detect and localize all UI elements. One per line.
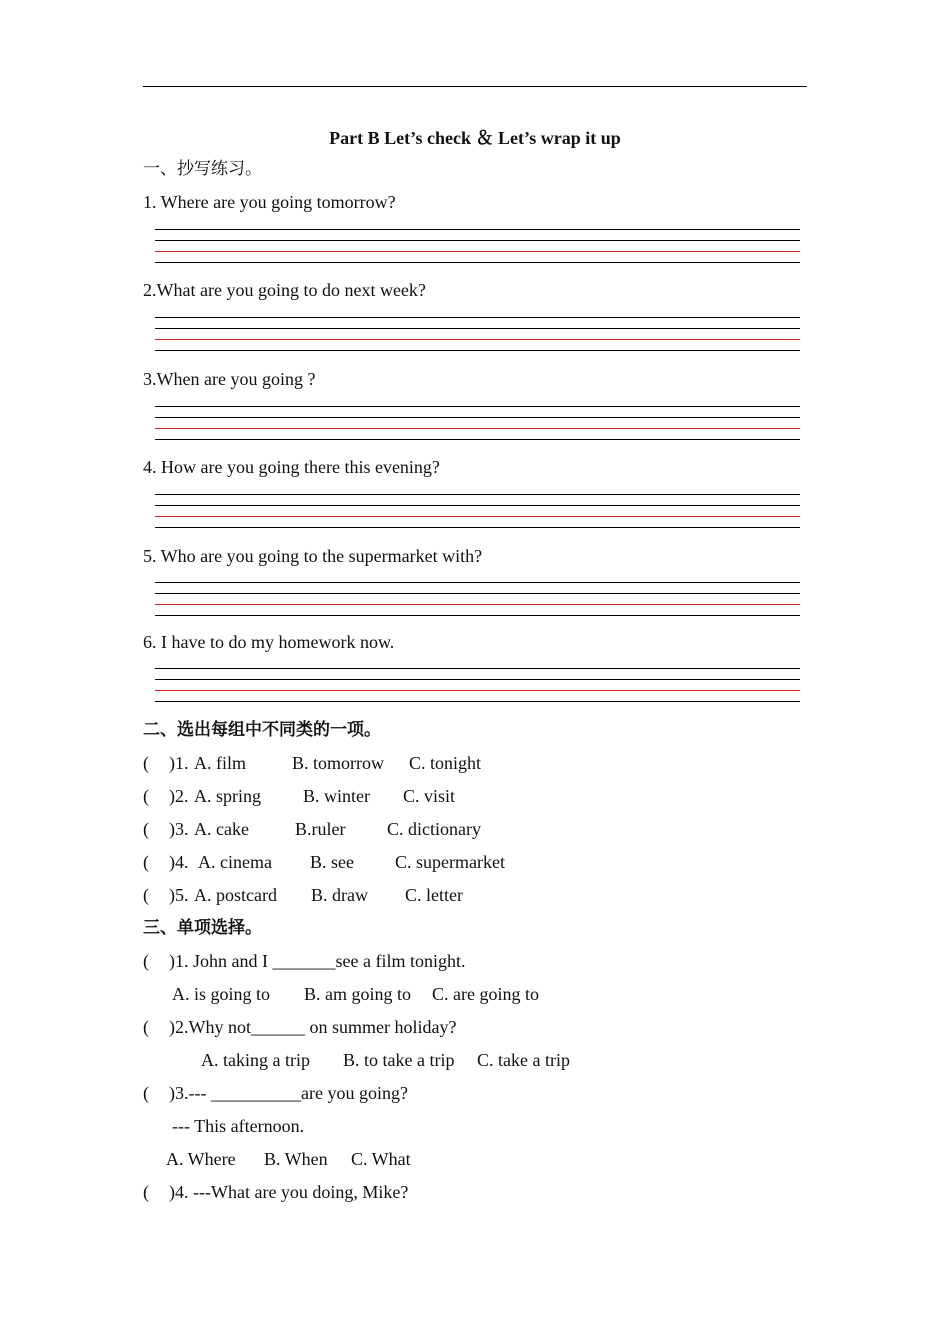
answer-paren[interactable]: ( [143,819,149,839]
option-a: A. taking a trip [201,1050,310,1070]
option-b: B. to take a trip [343,1050,455,1070]
question-number: )1. [169,753,189,773]
writing-lines-3[interactable] [155,406,800,442]
option-c: C. dictionary [387,819,481,839]
dialogue-answer: --- This afternoon. [172,1116,305,1136]
option-b: B. When [264,1149,328,1169]
copy-item-4: 4. How are you going there this evening? [143,457,440,477]
option-c: C. letter [405,885,463,905]
page-title: Part B Let’s check ＆ Let’s wrap it up [329,128,621,148]
question-number: )3. [169,819,189,839]
writing-lines-6[interactable] [155,668,800,704]
section3-heading: 三、单项选择。 [143,918,262,938]
writing-lines-1[interactable] [155,229,800,265]
copy-item-1: 1. Where are you going tomorrow? [143,192,396,212]
writing-lines-5[interactable] [155,582,800,618]
answer-paren[interactable]: ( [143,1017,149,1037]
copy-item-6: 6. I have to do my homework now. [143,632,395,652]
option-a: A. spring [194,786,261,806]
option-a: A. is going to [172,984,271,1004]
copy-item-2: 2.What are you going to do next week? [143,280,426,300]
question-stem: )4. ---What are you doing, Mike? [169,1182,409,1202]
option-a: A. postcard [194,885,277,905]
option-b: B. winter [303,786,370,806]
option-a: A. Where [166,1149,236,1169]
question-stem: )3.--- __________are you going? [169,1083,408,1103]
option-b: B.ruler [295,819,346,839]
option-c: C. are going to [432,984,539,1004]
answer-paren[interactable]: ( [143,1083,149,1103]
section1-heading: 一、抄写练习。 [143,159,262,179]
answer-paren[interactable]: ( [143,852,149,872]
question-stem: )1. John and I _______see a film tonight. [169,951,466,971]
question-stem: )2.Why not______ on summer holiday? [169,1017,457,1037]
option-c: C. supermarket [395,852,505,872]
option-b: B. draw [311,885,368,905]
answer-paren[interactable]: ( [143,1182,149,1202]
option-c: C. What [351,1149,411,1169]
question-number: )5. [169,885,189,905]
copy-item-5: 5. Who are you going to the supermarket with? [143,546,483,566]
writing-lines-2[interactable] [155,317,800,353]
question-number: )2. [169,786,189,806]
section2-heading: 二、选出每组中不同类的一项。 [143,720,381,740]
option-a: A. cinema [198,852,272,872]
option-c: C. take a trip [477,1050,570,1070]
option-c: C. visit [403,786,456,806]
option-a: A. film [194,753,246,773]
header-rule [143,86,807,87]
option-b: B. am going to [304,984,411,1004]
option-b: B. tomorrow [292,753,384,773]
copy-item-3: 3.When are you going ? [143,369,316,389]
option-c: C. tonight [409,753,482,773]
answer-paren[interactable]: ( [143,951,149,971]
answer-paren[interactable]: ( [143,753,149,773]
answer-paren[interactable]: ( [143,885,149,905]
answer-paren[interactable]: ( [143,786,149,806]
question-number: )4. [169,852,189,872]
option-a: A. cake [194,819,249,839]
option-b: B. see [310,852,354,872]
writing-lines-4[interactable] [155,494,800,530]
